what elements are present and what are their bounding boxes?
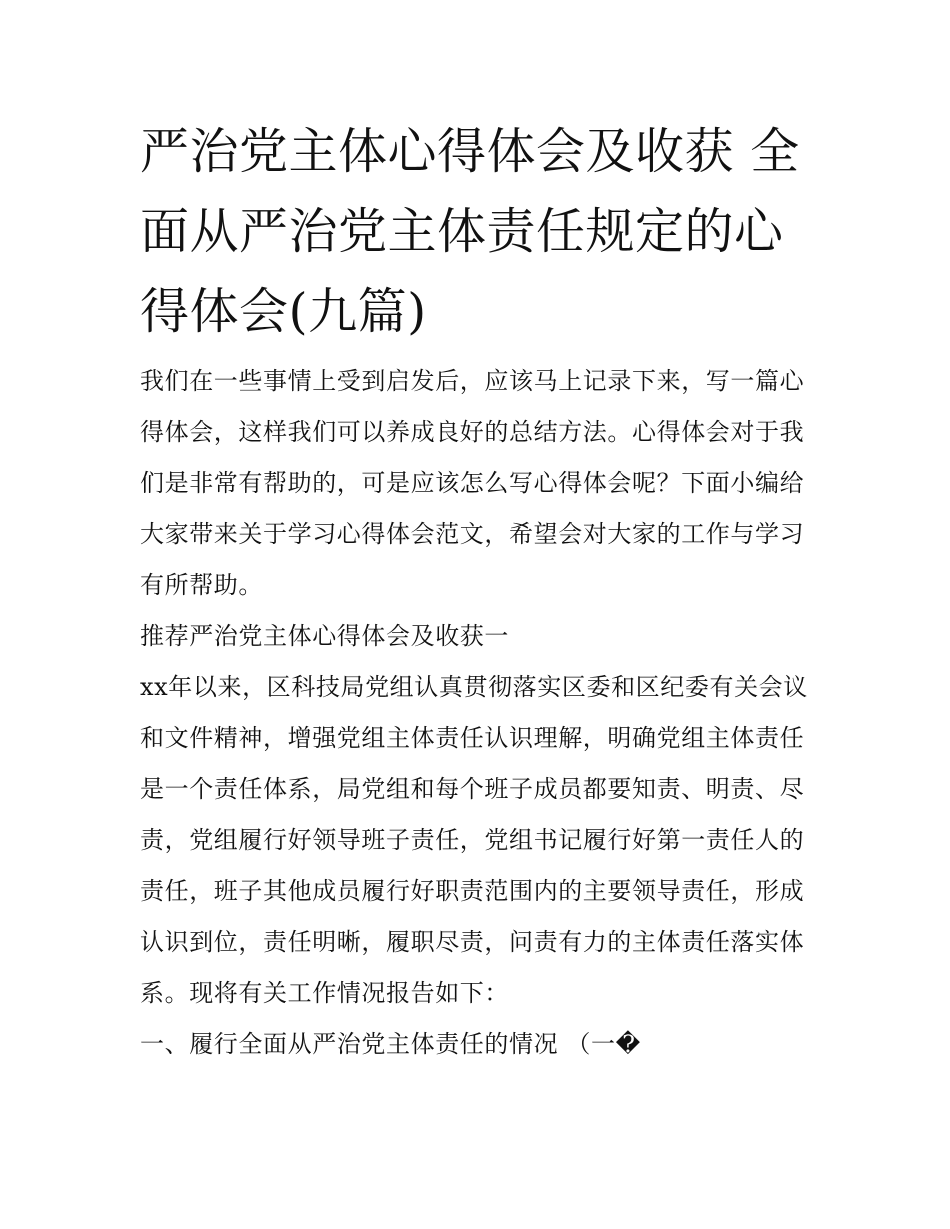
intro-paragraph: 我们在一些事情上受到启发后，应该马上记录下来，写一篇心得体会，这样我们可以养成良好的总结方法。心得体会对于我们是非常有帮助的，可是应该怎么写心得体会呢？下面小编给大家带来关于学习心得体会范文，希望会对大家的工作与学习有所帮助。 (140, 367, 805, 599)
section-heading: 推荐严治党主体心得体会及收获一 (140, 622, 509, 650)
body-paragraph: xx年以来，区科技局党组认真贯彻落实区委和区纪委有关会议和文件精神，增强党组主体责任认识理解，明确党组主体责任是一个责任体系，局党组和每个班子成员都要知责、明责、尽责，党组履行好领导班子责任，党组书记履行好第一责任人的责任，班子其他成员履行好职责范围内的主要领导责任，形成认识到位，责任明晰，履职尽责，问责有力的主体责任落实体系。现将有关工作情况报告如下： (140, 673, 808, 1007)
subsection-heading: 一、履行全面从严治党主体责任的情况 （一� (140, 1030, 641, 1058)
document-title: 严治党主体心得体会及收获 全面从严治党主体责任规定的心得体会(九篇) (140, 123, 800, 340)
document-page (140, 112, 820, 1070)
